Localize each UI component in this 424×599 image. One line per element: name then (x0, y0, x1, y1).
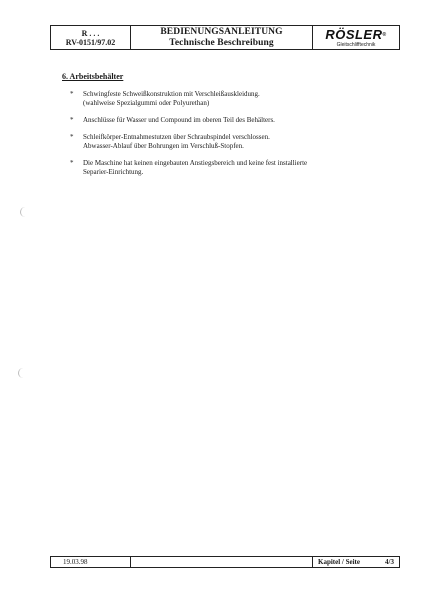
list-item (70, 159, 370, 177)
company-logo (313, 26, 399, 49)
list-item (70, 90, 370, 108)
item-text: Anschlüsse für Wasser und Compound im oberen Teil des Behälters. (83, 116, 275, 124)
feature-list (70, 90, 370, 185)
item-text: Schwingfeste Schweißkonstruktion mit Verschleißauskleidung. (83, 90, 260, 98)
document-subtitle: Technische Beschreibung (169, 37, 274, 48)
page-number: 4/3 (385, 558, 394, 566)
bullet-marker: * (70, 133, 74, 141)
footer-date: 19.03.98 (51, 557, 131, 567)
footer-spacer (131, 557, 313, 567)
punch-hole-mark (18, 368, 25, 378)
item-text: Schleifkörper-Entnahmestutzen über Schraubspindel verschlossen. (83, 133, 270, 141)
document-code: RV-0151/97.02 (65, 37, 116, 47)
bullet-marker: * (70, 116, 74, 124)
document-title: BEDIENUNGSANLEITUNG (160, 26, 283, 37)
document-header (50, 25, 400, 50)
item-text: Separier-Einrichtung. (83, 168, 144, 176)
logo-subtext: Gleitschlifftechnik (336, 41, 376, 48)
kapitel-label: Kapitel / Seite (318, 558, 360, 566)
logo-wordmark: RÖSLER® (325, 26, 387, 42)
bullet-marker: * (70, 159, 74, 167)
footer-page-ref (313, 557, 399, 567)
list-item (70, 116, 370, 125)
list-item (70, 133, 370, 151)
document-code-cell (51, 26, 131, 49)
bullet-marker: * (70, 90, 74, 98)
section-heading: 6. Arbeitsbehälter (62, 72, 124, 81)
item-text: (wahlweise Spezialgummi oder Polyurethan) (83, 99, 210, 107)
document-title-cell (131, 26, 313, 49)
item-text: Abwasser-Ablauf über Bohrungen im Verschluß-Stopfen. (83, 142, 244, 150)
punch-hole-mark (20, 207, 27, 217)
item-text: Die Maschine hat keinen eingebauten Anstiegsbereich und keine fest installierte (83, 159, 308, 167)
document-footer (50, 556, 400, 568)
document-code-top: R . . . (81, 28, 100, 38)
